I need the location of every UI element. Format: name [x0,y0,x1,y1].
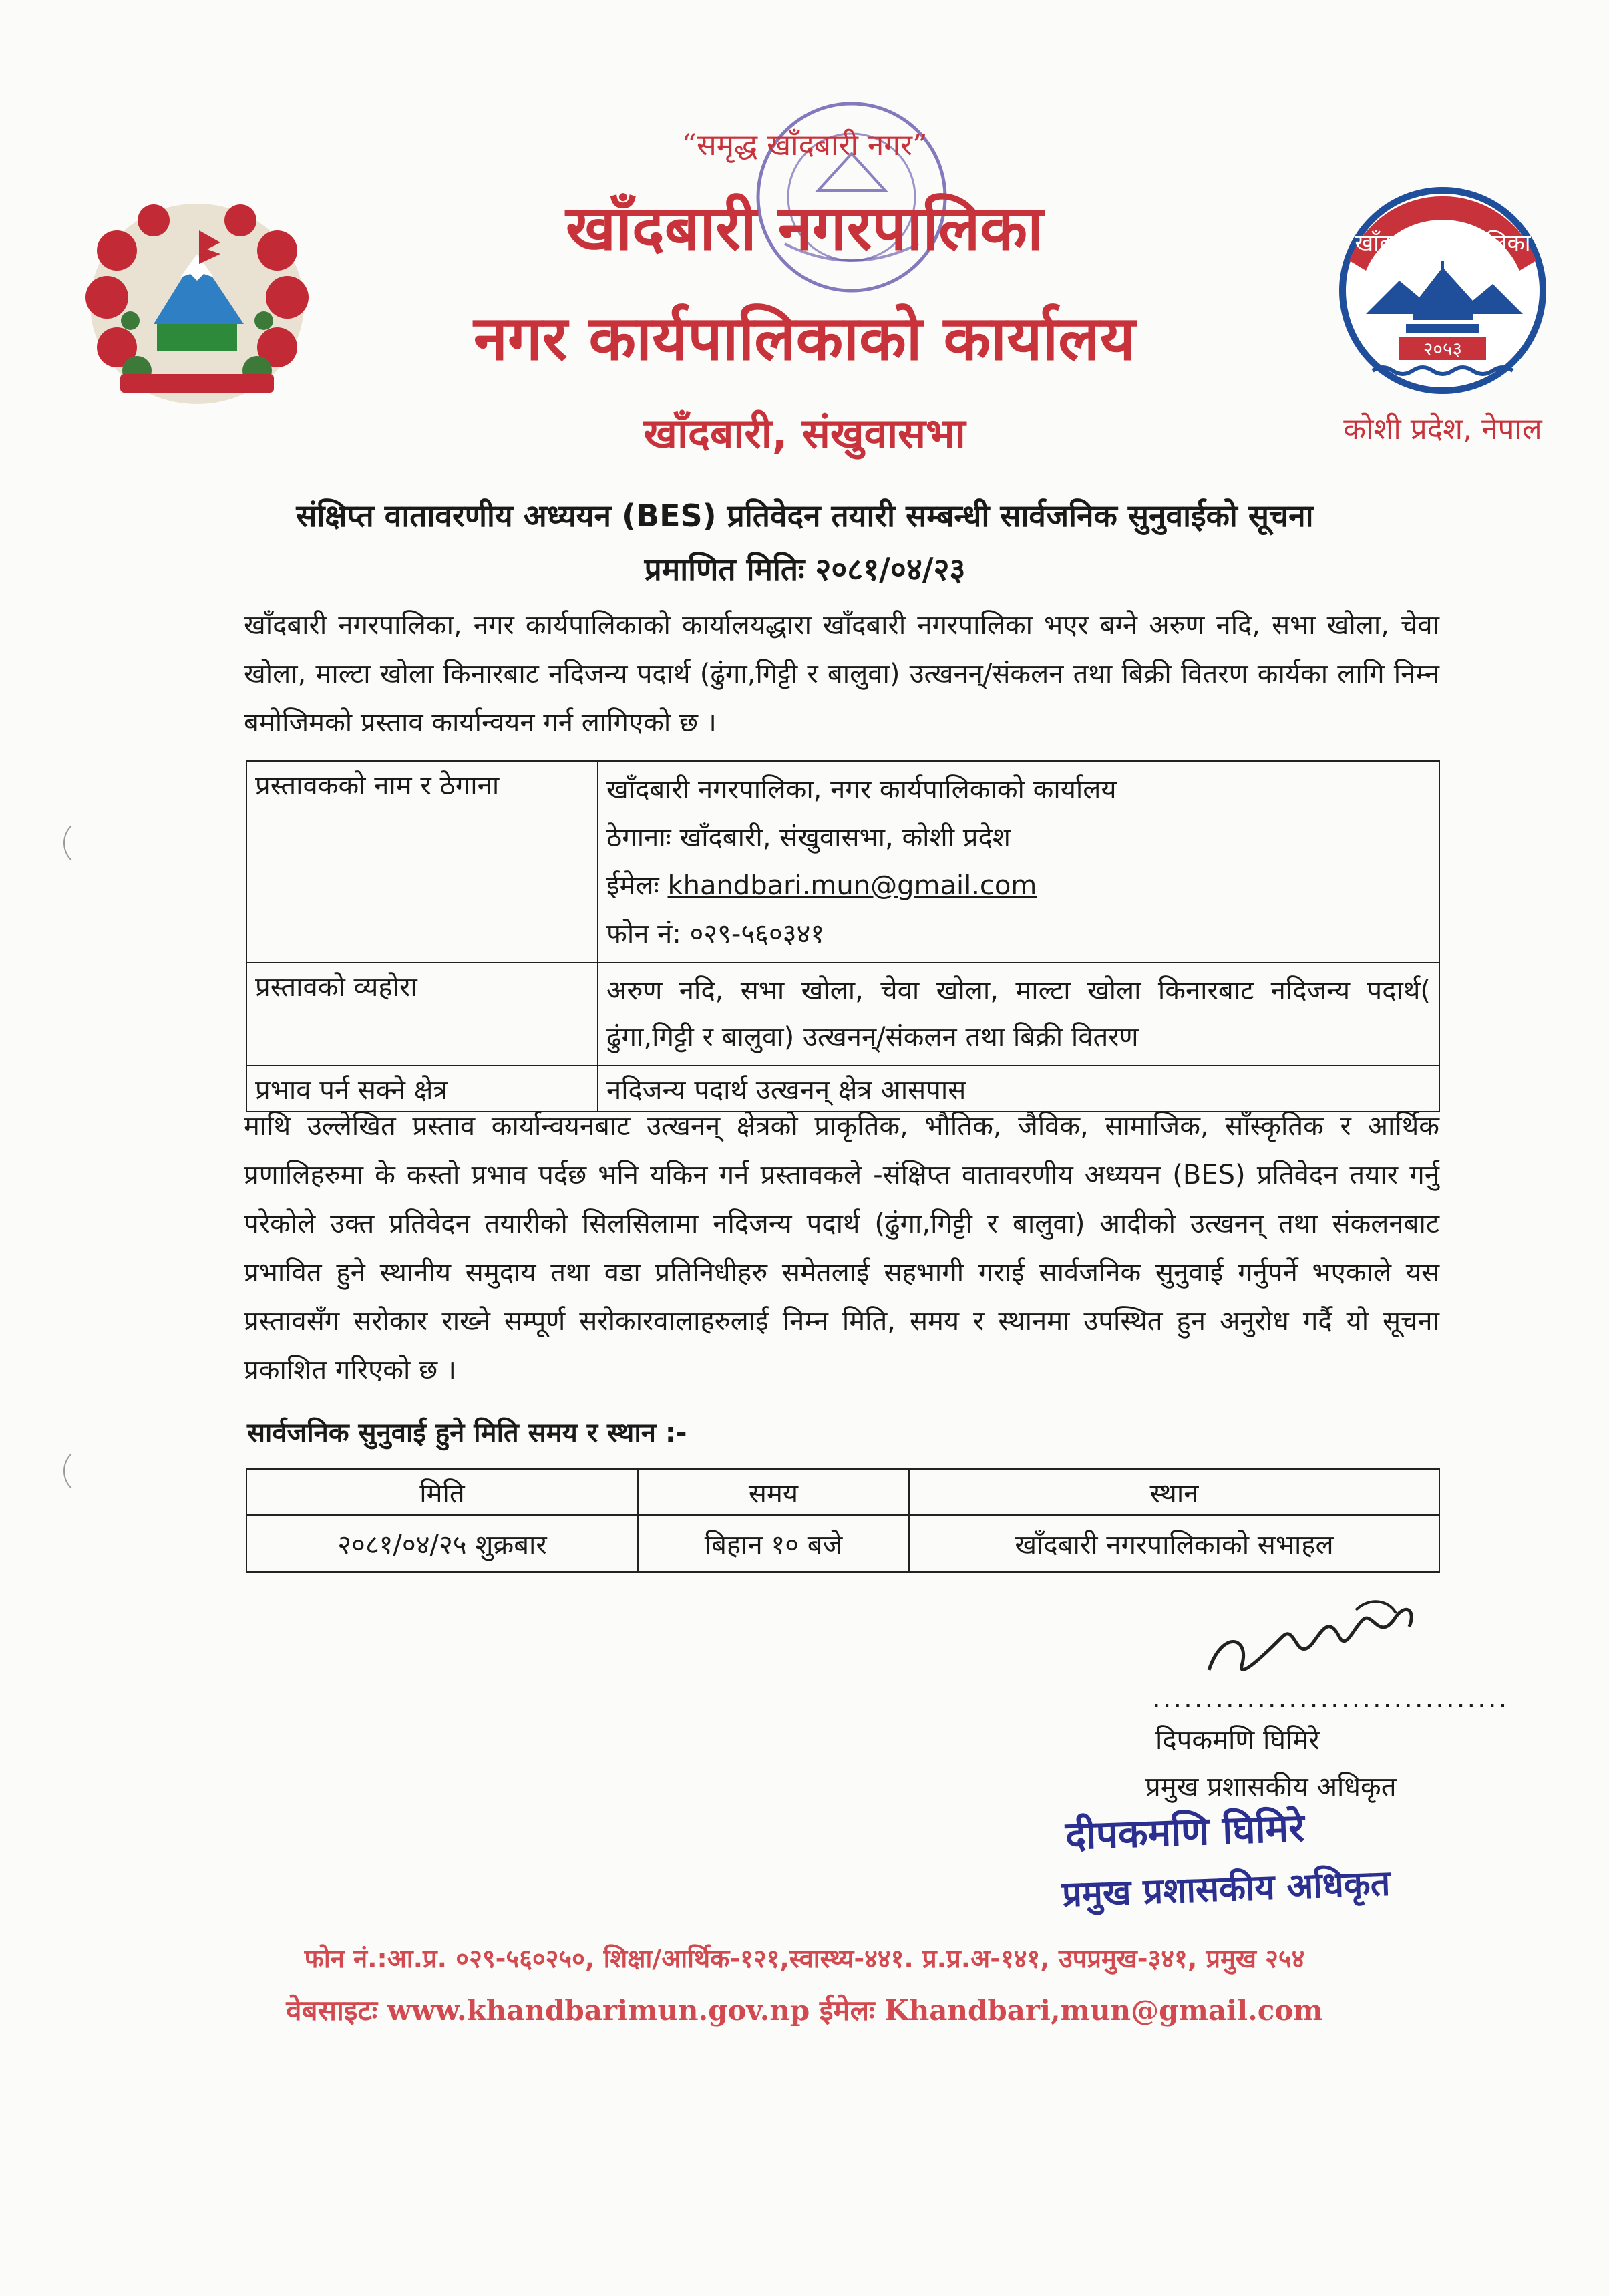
office-title: नगर कार्यपालिकाको कार्यालय [473,303,1136,374]
punch-hole-mark [63,1446,113,1496]
signature-line: .................................. [1152,1683,1509,1714]
body-paragraph: माथि उल्लेखित प्रस्ताव कार्यान्वयनबाट उत्खनन् क्षेत्रको प्राकृतिक, भौतिक, जैविक, सामाजिक, साँस्कृतिक र आर्थिक प्रणालिहरुमा के कस्तो प्रभाव पर्दछ भनि यकिन गर्न प्रस्तावकले -संक्षिप्त वातावरणीय अध्ययन (BES) प्रतिवेदन तयार गर्नु परेकोले उक्त प्रतिवेदन तयारीको सिलसिलामा नदिजन्य पदार्थ (ढुंगा,गिट्टी र बालुवा) आदीको उत्खनन् तथा संकलनबाट प्रभावित हुने स्थानीय समुदाय तथा वडा प्रतिनिधीहरु समेतलाई सहभागी गराई सार्वजनिक सुनुवाई गर्नुपर्ने भएकाले यस प्रस्तावसँग सरोकार राख्ने सम्पूर्ण सरोकारवालाहरुलाई निम्न मिति, समय र स्थानमा उपस्थित हुन अनुरोध गर्दै यो सूचना प्रकाशित गरिएको छ । [244,1111,1439,1385]
stamp-name: दीपकमणि घिमिरे [1065,1804,1306,1859]
signatory-title: प्रमुख प्रशासकीय अधिकृत [1145,1772,1397,1802]
proposer-address: ठेगानाः खाँदबारी, संखुवासभा, कोशी प्रदेश [606,822,1011,853]
intro-paragraph: खाँदबारी नगरपालिका, नगर कार्यपालिकाको कार्यालयद्धारा खाँदबारी नगरपालिका भएर बग्ने अरुण नदि, सभा खोला, चेवा खोला, माल्टा खोला किनारबाट नदिजन्य पदार्थ (ढुंगा,गिट्टी र बालुवा) उत्खनन्/संकलन तथा बिक्री वितरण कार्यका लागि निम्न बमोजिमको प्रस्ताव कार्यान्वयन गर्न लागिएको छ । [244,610,1439,738]
impact-value: नदिजन्य पदार्थ उत्खनन् क्षेत्र आसपास [598,1065,1439,1112]
punch-hole-mark [63,818,113,868]
handwritten-signature [1196,1590,1436,1697]
footer-phones: फोन नं.:आ.प्र. ०२९-५६०२५०, शिक्षा/आर्थिक-१२१,स्वास्थ्य-४४१. प्र.प्र.अ-१४१, उपप्रमुख-३४१, प्रमुख २५४ [304,1944,1305,1973]
proposal-table [246,760,1440,1112]
hearing-time: बिहान १० बजे [638,1515,909,1572]
proposer-label: प्रस्तावकको नाम र ठेगाना [246,761,598,963]
header-time: समय [638,1469,909,1515]
proposer-phone: फोन नं: ०२९-५६०३४१ [606,919,825,949]
proposer-email-line [606,862,1431,910]
table-header-row [246,1469,1439,1515]
office-location: खाँदबारी, संखुवासभा [643,409,966,458]
subject-label: प्रस्तावको व्यहोरा [246,963,598,1065]
hearing-label: सार्वजनिक सुनुवाई हुने मिति समय र स्थान :- [247,1418,687,1448]
hearing-date: २०८१/०४/२५ शुक्रबार [246,1515,638,1572]
logo-year: २०५३ [1423,338,1463,360]
stamp-title: प्रमुख प्रशासकीय अधिकृत [1061,1863,1391,1915]
logo-ring-text: खाँदबारी नगरपालिका [1355,230,1531,257]
proposer-details [598,761,1439,963]
header-date: मिति [246,1469,638,1515]
municipality-title: खाँदबारी नगरपालिका [565,192,1044,264]
proposer-name: खाँदबारी नगरपालिका, नगर कार्यपालिकाको कार्यालय [606,774,1117,805]
impact-label: प्रभाव पर्न सक्ने क्षेत्र [246,1065,598,1112]
logo-caption: कोशी प्रदेश, नेपाल [1343,412,1542,446]
notice-heading: संक्षिप्त वातावरणीय अध्ययन (BES) प्रतिवेदन तयारी सम्बन्धी सार्वजनिक सुनुवाईको सूचना [296,498,1314,534]
hearing-table [246,1468,1440,1573]
table-row [246,963,1439,1065]
email-link[interactable]: khandbari.mun@gmail.com [667,870,1037,901]
footer-web-email: वेबसाइटः www.khandbarimun.gov.np ईमेलः Khandbari,mun@gmail.com [286,1994,1323,2027]
header-venue: स्थान [909,1469,1439,1515]
subject-value: अरुण नदि, सभा खोला, चेवा खोला, माल्टा खोला किनारबाट नदिजन्य पदार्थ( ढुंगा,गिट्टी र बालुवा) उत्खनन्/संकलन तथा बिक्री वितरण [598,963,1439,1065]
certified-date: प्रमाणित मितिः २०८१/०४/२३ [644,551,966,587]
hearing-venue: खाँदबारी नगरपालिकाको सभाहल [909,1515,1439,1572]
table-row [246,1515,1439,1572]
tagline: “समृद्ध खाँदबारी नगर” [681,128,928,162]
email-label: ईमेलः [606,870,659,901]
signatory-name: दिपकमणि घिमिरे [1155,1725,1320,1756]
table-row [246,761,1439,963]
